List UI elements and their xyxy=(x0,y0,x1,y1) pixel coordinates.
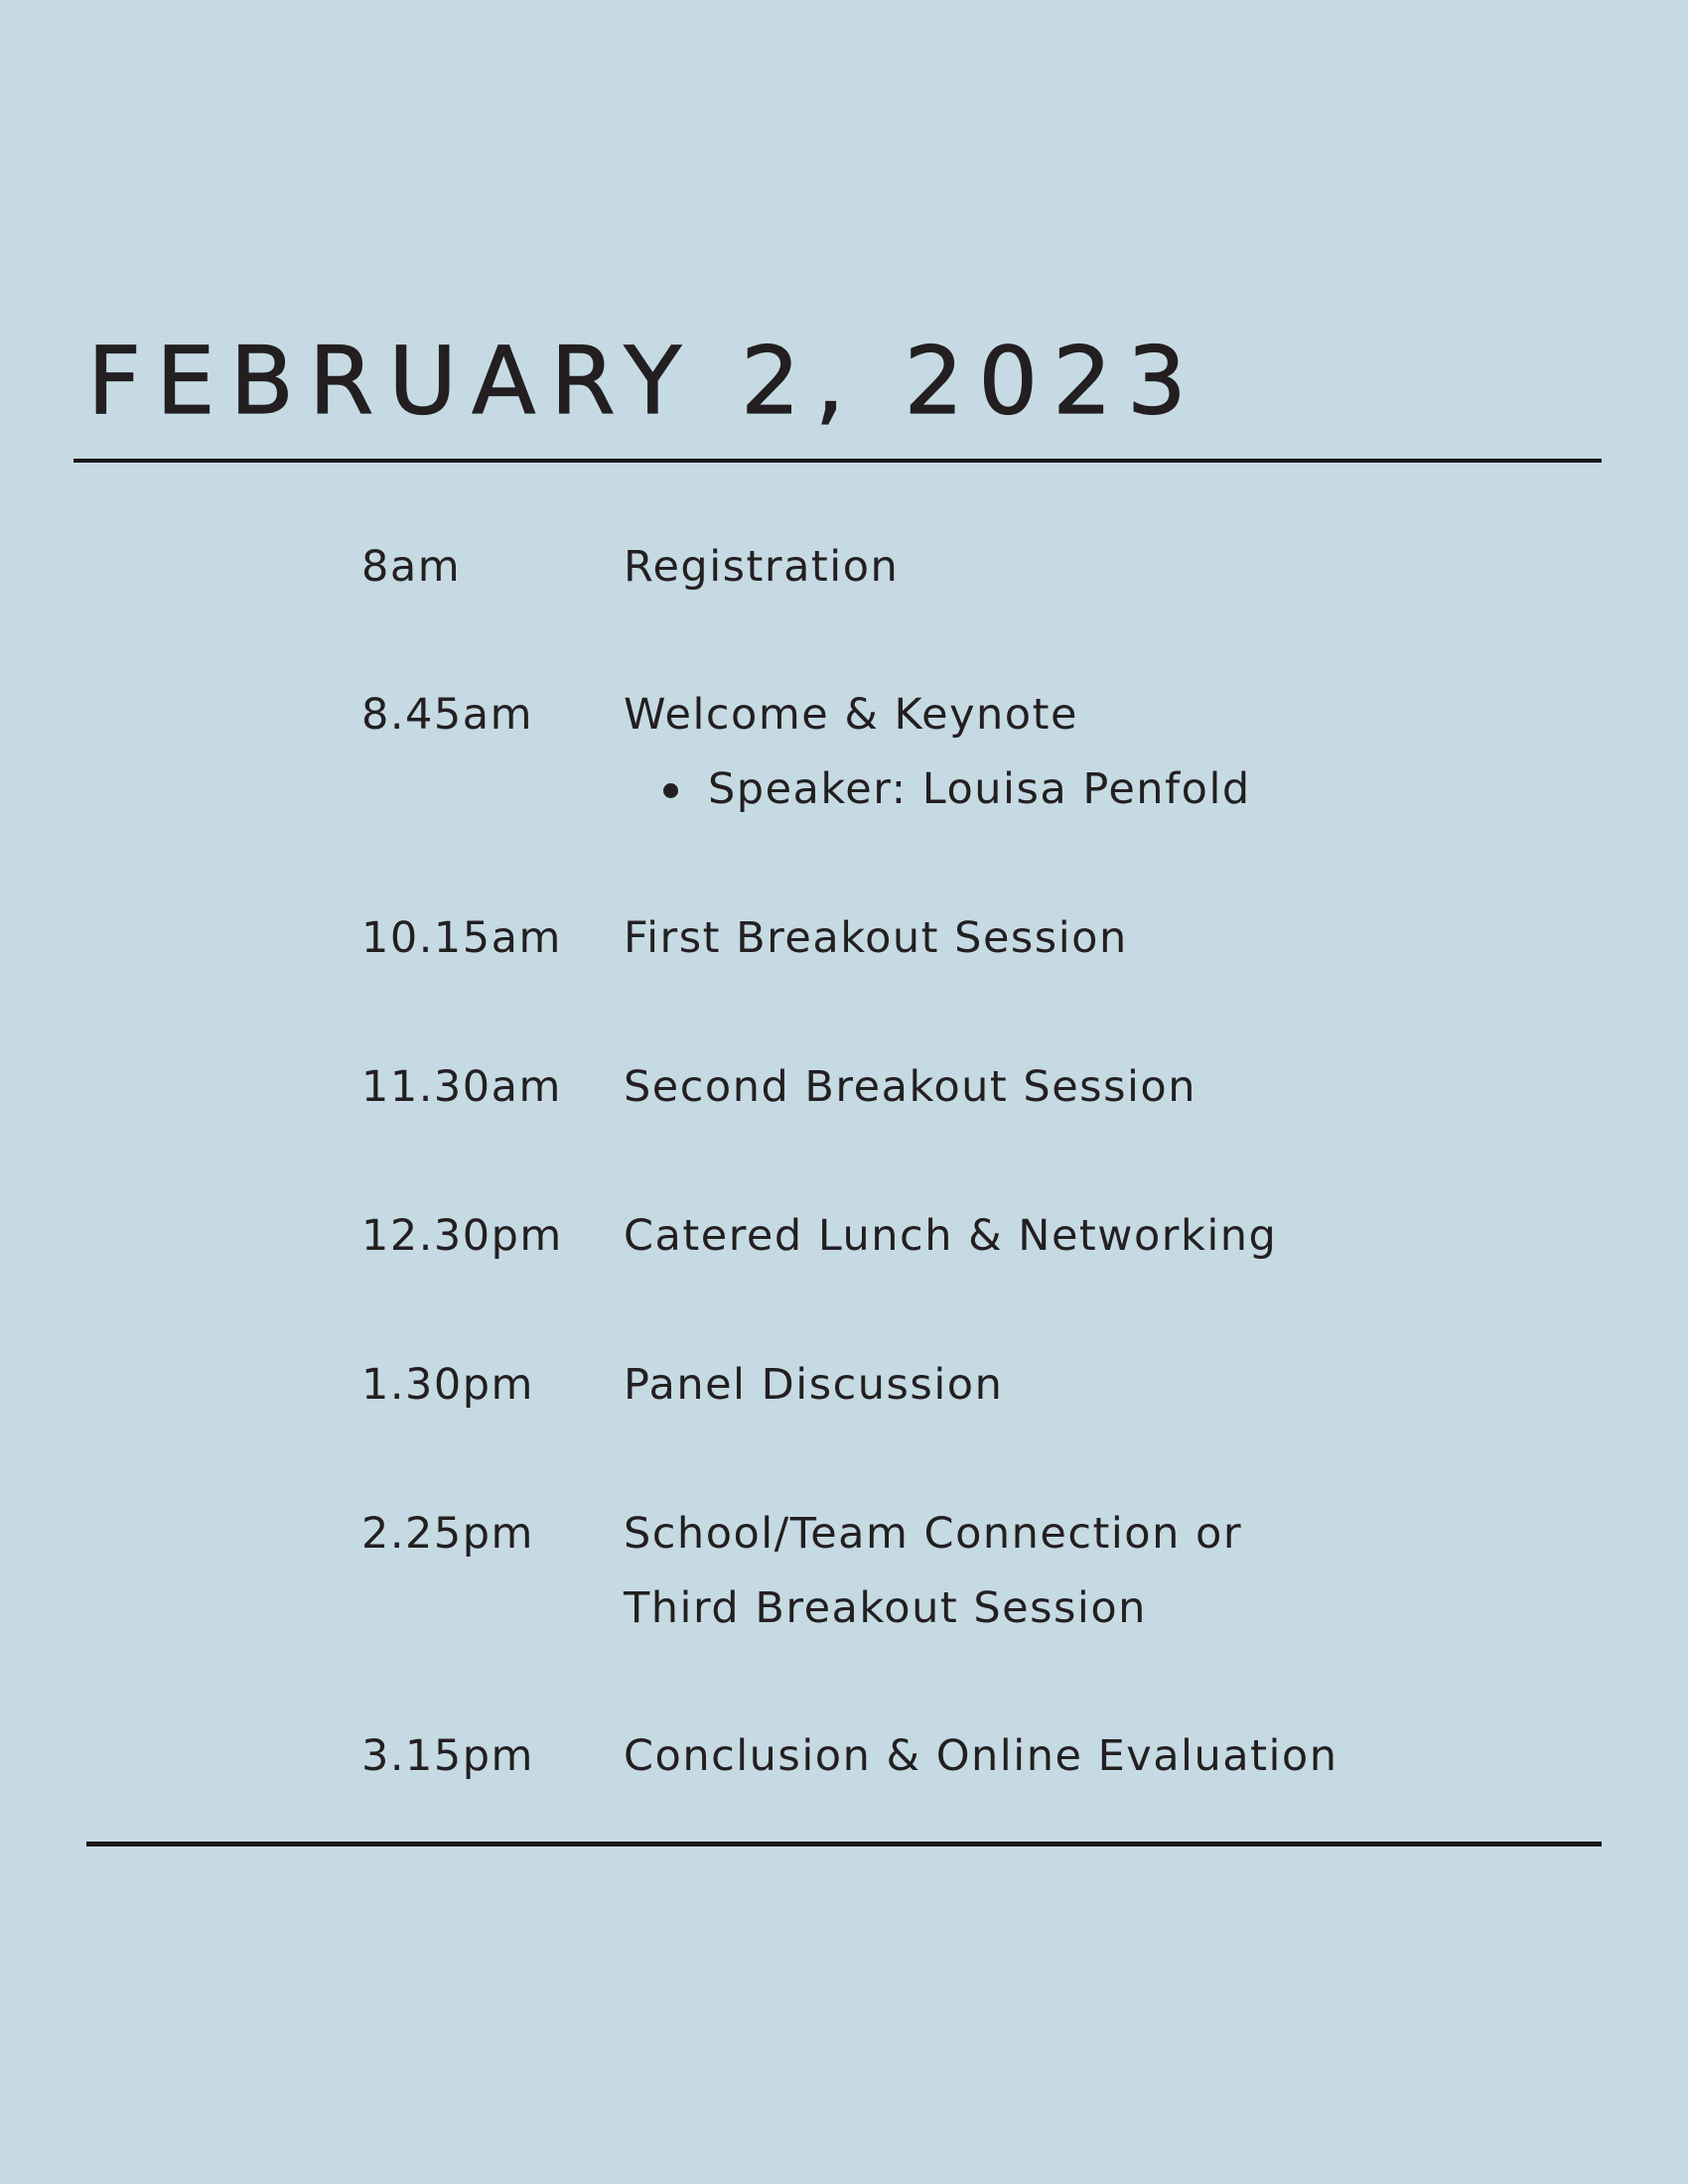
agenda-time: 3.15pm xyxy=(361,1731,534,1781)
agenda-event-title: Panel Discussion xyxy=(624,1360,1004,1410)
agenda-event xyxy=(624,1348,1553,1423)
agenda-event xyxy=(624,1050,1553,1125)
agenda-event xyxy=(624,530,1553,605)
agenda-time: 8am xyxy=(361,542,462,592)
agenda-time: 8.45am xyxy=(361,690,533,740)
agenda-event xyxy=(624,1497,1553,1646)
agenda-time: 10.15am xyxy=(361,913,562,963)
agenda-time: 1.30pm xyxy=(361,1360,534,1410)
agenda-time: 11.30am xyxy=(361,1062,562,1112)
bottom-divider xyxy=(86,1842,1602,1846)
agenda-event-title: Catered Lunch & Networking xyxy=(624,1211,1278,1261)
agenda-event-title-line2: Third Breakout Session xyxy=(624,1583,1147,1633)
agenda-time: 12.30pm xyxy=(361,1211,563,1261)
agenda-event-title: First Breakout Session xyxy=(624,913,1128,963)
agenda-event-title: School/Team Connection or xyxy=(624,1509,1243,1559)
agenda-event-title: Welcome & Keynote xyxy=(624,690,1078,740)
top-divider xyxy=(73,459,1602,463)
agenda-event xyxy=(624,1719,1553,1794)
bullet-dot-icon xyxy=(663,783,678,798)
speaker-bullet xyxy=(624,752,1553,827)
speaker-text: Speaker: Louisa Penfold xyxy=(708,764,1251,814)
agenda-event-title: Registration xyxy=(624,542,900,592)
page-title: FEBRUARY 2, 2023 xyxy=(87,328,1201,436)
agenda-event xyxy=(624,1199,1553,1274)
agenda-event-title: Second Breakout Session xyxy=(624,1062,1196,1112)
agenda-time: 2.25pm xyxy=(361,1509,534,1559)
agenda-event-title: Conclusion & Online Evaluation xyxy=(624,1731,1338,1781)
agenda-event xyxy=(624,678,1553,827)
agenda-event xyxy=(624,901,1553,976)
